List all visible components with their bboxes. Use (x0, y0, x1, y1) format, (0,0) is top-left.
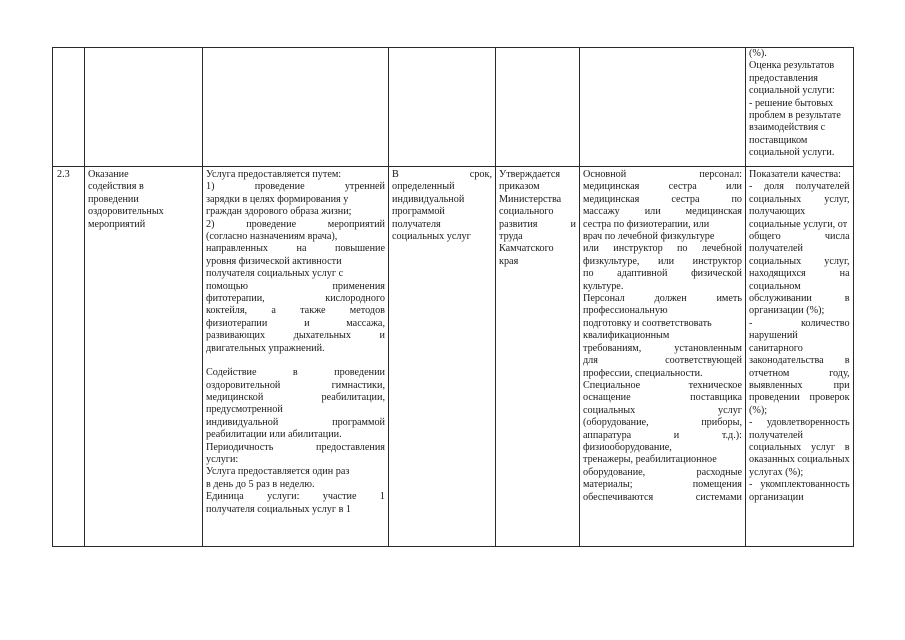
text-line: предусмотренной (206, 404, 283, 416)
text-line: Специальное техническое (583, 379, 742, 391)
cell-service-empty (85, 48, 203, 167)
text-line: - удовлетворенность (749, 417, 850, 429)
text-line: аппаратура и т.д.): (583, 429, 742, 441)
text-line: проблем в результате (749, 110, 841, 122)
text-line: - укомплектованность (749, 479, 850, 491)
text-line: получателя социальных услуг в 1 (206, 503, 352, 515)
text-line: социальных услуг (583, 404, 742, 416)
cell-approval-empty (496, 48, 580, 167)
text-line: (%); (749, 404, 768, 416)
text-line: социального (499, 206, 554, 218)
text-line: 2) проведение мероприятий (206, 218, 385, 230)
text-line: Камчатского (499, 243, 554, 255)
text-line: направленных на повышение (206, 243, 385, 255)
text-line: или инструктор по лечебной (583, 243, 742, 255)
text-line: обеспечиваются системами (583, 491, 742, 503)
cell-number-empty (53, 48, 85, 167)
text-line: физкультуре, или инструктор (583, 255, 742, 267)
text-line: развивающих дыхательных и (206, 330, 385, 342)
text-line: сестра по физиотерапии, или (583, 218, 710, 230)
text-line: взаимодействия с (749, 122, 826, 134)
cell-description (203, 167, 389, 547)
text-line: программой (392, 206, 445, 218)
text-line: коктейля, а также методов (206, 305, 385, 317)
evaluation-text (749, 48, 850, 160)
text-line: материалы; помещения (583, 479, 742, 491)
text-line: предоставления (749, 72, 818, 84)
text-line: по адаптивной физической (583, 268, 742, 280)
text-line: социальной услуги: (749, 85, 835, 97)
text-line: Периодичность предоставления (206, 441, 385, 453)
text-line: обслуживании в (749, 293, 850, 305)
text-line: услуги: (206, 453, 239, 465)
text-line: реабилитации или абилитации. (206, 429, 342, 441)
text-line: оздоровительных (88, 206, 164, 218)
text-line: организации (749, 491, 804, 503)
text-line: для соответствующей (583, 355, 742, 367)
text-line: края (499, 255, 519, 267)
text-line: получателей (749, 243, 804, 255)
text-line: проведении (88, 193, 139, 205)
text-line: в день до 5 раз в неделю. (206, 478, 315, 490)
text-line: Основной персонал: (583, 169, 742, 180)
text-line: социальных услуг в (749, 441, 850, 453)
text-line: Показатели качества: (749, 169, 841, 180)
text-line: развития и (499, 218, 576, 230)
text-line: оснащение поставщика (583, 392, 742, 404)
text-line: мероприятий (88, 218, 146, 230)
text-line: приказом (499, 181, 540, 193)
text-line: получателя (392, 218, 441, 230)
text-line: медицинская сестра или (583, 181, 742, 193)
text-line: Услуга предоставляется путем: (206, 169, 342, 180)
description-block-2 (206, 367, 385, 516)
text-line: социальных услуг (392, 231, 471, 243)
text-line: тренажеры, реабилитационное (583, 454, 717, 466)
text-line: Оценка результатов (749, 60, 835, 72)
text-line: зарядки в целях формирования у (206, 193, 349, 205)
cell-evaluation-continuation (746, 48, 854, 167)
text-line: организации (%); (749, 305, 825, 317)
text-line: содействия в (88, 181, 144, 193)
service-name-text (88, 169, 199, 231)
text-line: индивидуальной (392, 193, 465, 205)
text-line: оказанных социальных (749, 454, 850, 466)
text-line: услугах (%); (749, 466, 804, 478)
text-line: (согласно назначениям врача), (206, 231, 338, 243)
text-line: физиотерапии и массажа, (206, 317, 385, 329)
text-line: Министерства (499, 193, 562, 205)
text-line: социальной услуги. (749, 147, 835, 159)
text-line: - решение бытовых (749, 97, 834, 109)
text-line: массажу или медицинская (583, 206, 742, 218)
text-line: медицинской реабилитации, (206, 391, 385, 403)
text-line: (оборудование, приборы, (583, 417, 742, 429)
quality-text (749, 169, 850, 504)
text-line: уровня физической активности (206, 255, 342, 267)
text-line: Единица услуги: участие 1 (206, 491, 385, 503)
text-line: социальных услуг, (749, 193, 850, 205)
text-line: профессиональную (583, 305, 668, 317)
description-block-1 (206, 169, 385, 355)
text-line: подготовку и соответствовать (583, 317, 712, 329)
cell-conditions-empty (580, 48, 746, 167)
table-wrapper (52, 47, 854, 547)
text-line: санитарного (749, 342, 803, 354)
cell-conditions (580, 167, 746, 547)
cell-description-empty (203, 48, 389, 167)
text-line: - доля получателей (749, 181, 850, 193)
services-table (52, 47, 854, 547)
text-line: фитотерапии, кислородного (206, 293, 385, 305)
text-line: выявленных при (749, 379, 850, 391)
text-line: отчетном году, (749, 367, 850, 379)
text-line: социальные услуги, от (749, 218, 848, 230)
text-line: медицинская сестра по (583, 193, 742, 205)
text-line: оздоровительной гимнастики, (206, 379, 385, 391)
text-line: социальном (749, 280, 801, 292)
text-line: В срок, (392, 169, 492, 180)
text-line: поставщиком (749, 134, 808, 146)
cell-quality-indicators (746, 167, 854, 547)
term-text (392, 169, 492, 243)
row-number: 2.3 (57, 169, 70, 180)
text-line: получателя социальных услуг с (206, 268, 344, 280)
text-line: получающих (749, 206, 806, 218)
text-line: двигательных упражнений. (206, 342, 325, 354)
conditions-text (583, 169, 742, 504)
text-line: нарушений (749, 330, 798, 342)
text-line: 1) проведение утренней (206, 181, 385, 193)
text-line: общего числа (749, 231, 850, 243)
text-line: труда (499, 231, 523, 243)
text-line: Утверждается (499, 169, 561, 180)
text-line: социальных услуг, (749, 255, 850, 267)
cell-term (389, 167, 496, 547)
text-line: помощью применения (206, 280, 385, 292)
text-line: находящихся на (749, 268, 850, 280)
text-line: профессии, специальности. (583, 367, 703, 379)
table-row-continuation (53, 48, 854, 167)
cell-number (53, 167, 85, 547)
text-line: требованиям, установленным (583, 342, 742, 354)
text-line: врач по лечебной физкультуре (583, 231, 715, 243)
text-line: квалификационным (583, 330, 670, 342)
text-line: физиооборудование, (583, 441, 672, 453)
text-line: получателей (749, 429, 804, 441)
text-line: Услуга предоставляется один раз (206, 466, 350, 478)
text-line: (%). (749, 48, 767, 59)
text-line: определенный (392, 181, 455, 193)
cell-approval (496, 167, 580, 547)
text-line: законодательства в (749, 355, 850, 367)
text-line: проведении проверок (749, 392, 850, 404)
text-line: культуре. (583, 280, 624, 292)
text-line: - количество (749, 317, 850, 329)
cell-term-empty (389, 48, 496, 167)
text-line: Содействие в проведении (206, 367, 385, 379)
text-line: индивидуальной программой (206, 416, 385, 428)
table-row-2-3 (53, 167, 854, 547)
text-line: Персонал должен иметь (583, 293, 742, 305)
cell-service-name (85, 167, 203, 547)
text-line: граждан здорового образа жизни; (206, 206, 352, 218)
text-line: Оказание (88, 169, 129, 180)
approval-text (499, 169, 576, 268)
text-line: оборудование, расходные (583, 466, 742, 478)
